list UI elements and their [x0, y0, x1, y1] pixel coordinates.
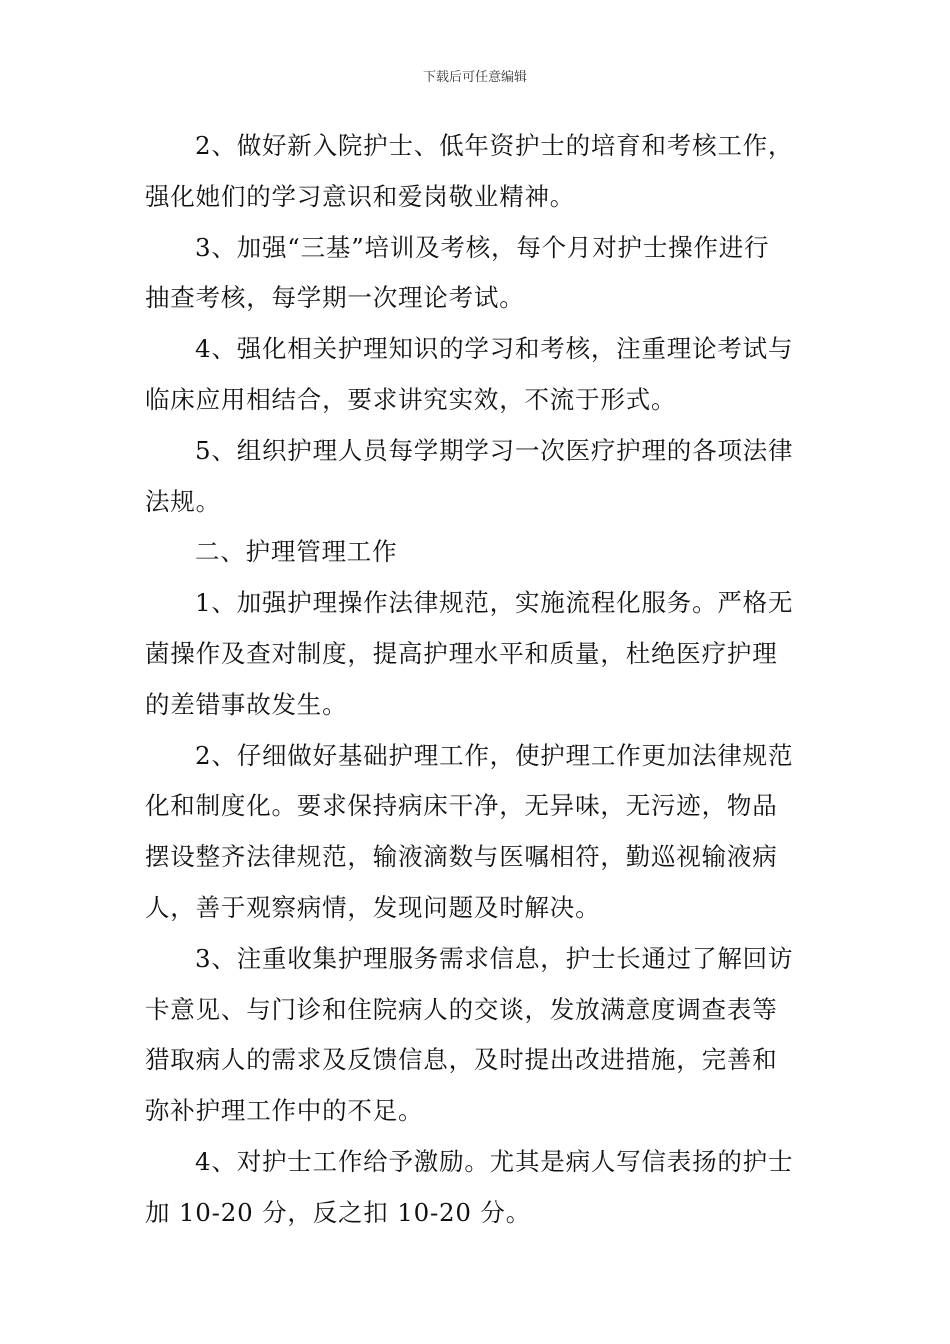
paragraph-line: 2、做好新入院护士、低年资护士的培育和考核工作， — [195, 131, 794, 160]
paragraph-line: 5、组织护理人员每学期学习一次医疗护理的各项法律 — [195, 435, 794, 465]
paragraph-line: 的差错事故发生。 — [145, 689, 348, 719]
paragraph-line: 化和制度化。要求保持病床干净，无异味，无污迹，物品 — [145, 791, 778, 821]
paragraph-line: 猎取病人的需求及反馈信息，及时提出改进措施，完善和 — [145, 1045, 778, 1075]
paragraph-line: 强化她们的学习意识和爱岗敬业精神。 — [145, 181, 576, 211]
document-body — [145, 121, 810, 1239]
page-header: 下载后可任意编辑 — [422, 70, 527, 85]
paragraph-line: 抽查考核，每学期一次理论考试。 — [145, 283, 525, 313]
paragraph-line: 卡意见、与门诊和住院病人的交谈，发放满意度调查表等 — [145, 994, 778, 1024]
paragraph-line: 菌操作及查对制度，提高护理水平和质量，杜绝医疗护理 — [145, 638, 778, 668]
paragraph-line: 人，善于观察病情，发现问题及时解决。 — [145, 892, 601, 922]
paragraph-line: 摆设整齐法律规范，输液滴数与医嘱相符，勤巡视输液病 — [145, 842, 778, 872]
paragraph-line: 3、注重收集护理服务需求信息，护士长通过了解回访 — [195, 943, 794, 973]
paragraph-line: 加 10-20 分，反之扣 10-20 分。 — [145, 1197, 532, 1227]
paragraph-line: 2、仔细做好基础护理工作，使护理工作更加法律规范 — [195, 740, 794, 770]
section-heading: 二、护理管理工作 — [195, 537, 398, 567]
paragraph-line: 临床应用相结合，要求讲究实效，不流于形式。 — [145, 384, 677, 414]
paragraph-line: 1、加强护理操作法律规范，实施流程化服务。严格无 — [195, 588, 794, 618]
paragraph-line: 3、加强“三基”培训及考核，每个月对护士操作进行 — [195, 232, 770, 262]
paragraph-line: 4、对护士工作给予激励。尤其是病人写信表扬的护士 — [195, 1146, 794, 1176]
paragraph-line: 法规。 — [145, 486, 221, 516]
paragraph-line: 弥补护理工作中的不足。 — [145, 1096, 424, 1126]
paragraph-line: 4、强化相关护理知识的学习和考核，注重理论考试与 — [195, 334, 794, 364]
